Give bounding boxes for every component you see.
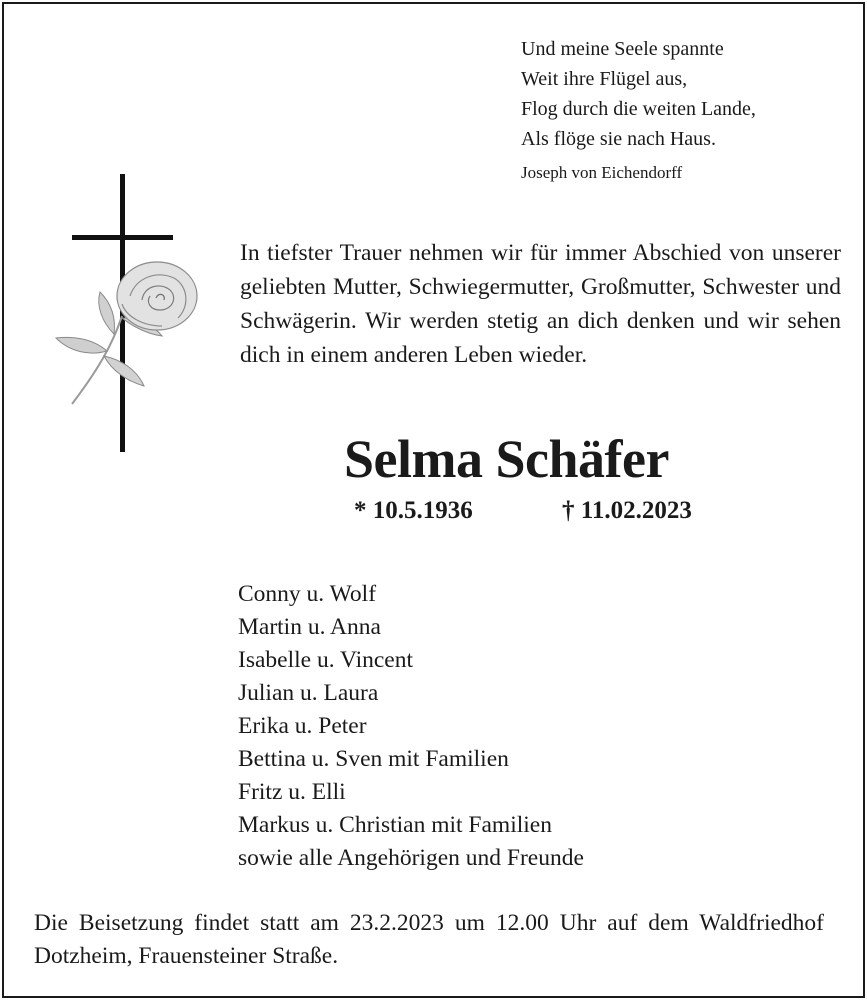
death-date: † 11.02.2023 (562, 497, 692, 524)
poem-author: Joseph von Eichendorff (521, 163, 683, 182)
birth-date: * 10.5.1936 (354, 497, 473, 524)
deceased-name: Selma Schäfer (344, 429, 669, 489)
poem-line: Flog durch die weiten Lande, (521, 98, 756, 120)
poem (521, 34, 756, 188)
obituary-notice (2, 2, 865, 998)
poem-line: Weit ihre Flügel aus, (521, 68, 688, 90)
poem-line: Als flöge sie nach Haus. (521, 128, 716, 150)
intro-text: In tiefster Trauer nehmen wir für immer Abschied von unserer geliebten Mutter, Schwiegermutter, Großmutter, Schwester und Schwägerin. Wir werden stetig an dich denken und wir sehen dich in einem anderen Leben wieder. (240, 240, 841, 368)
list-item: Erika u. Peter (238, 713, 367, 739)
list-item: Julian u. Laura (238, 680, 379, 706)
mourners-list (238, 578, 584, 875)
list-item: Martin u. Anna (238, 614, 381, 640)
list-item: Bettina u. Sven mit Familien (238, 746, 509, 772)
poem-line: Und meine Seele spannte (521, 38, 724, 60)
list-item: Markus u. Christian mit Familien (238, 812, 552, 838)
cross-bar (72, 235, 173, 240)
rose-icon (52, 256, 202, 408)
list-item: sowie alle Angehörigen und Freunde (238, 845, 584, 871)
list-item: Conny u. Wolf (238, 581, 377, 607)
list-item: Isabelle u. Vincent (238, 647, 413, 673)
funeral-info: Die Beisetzung findet statt am 23.2.2023 um 12.00 Uhr auf dem Waldfriedhof Dotzheim, Frauensteiner Straße. (34, 910, 824, 969)
list-item: Fritz u. Elli (238, 779, 346, 805)
